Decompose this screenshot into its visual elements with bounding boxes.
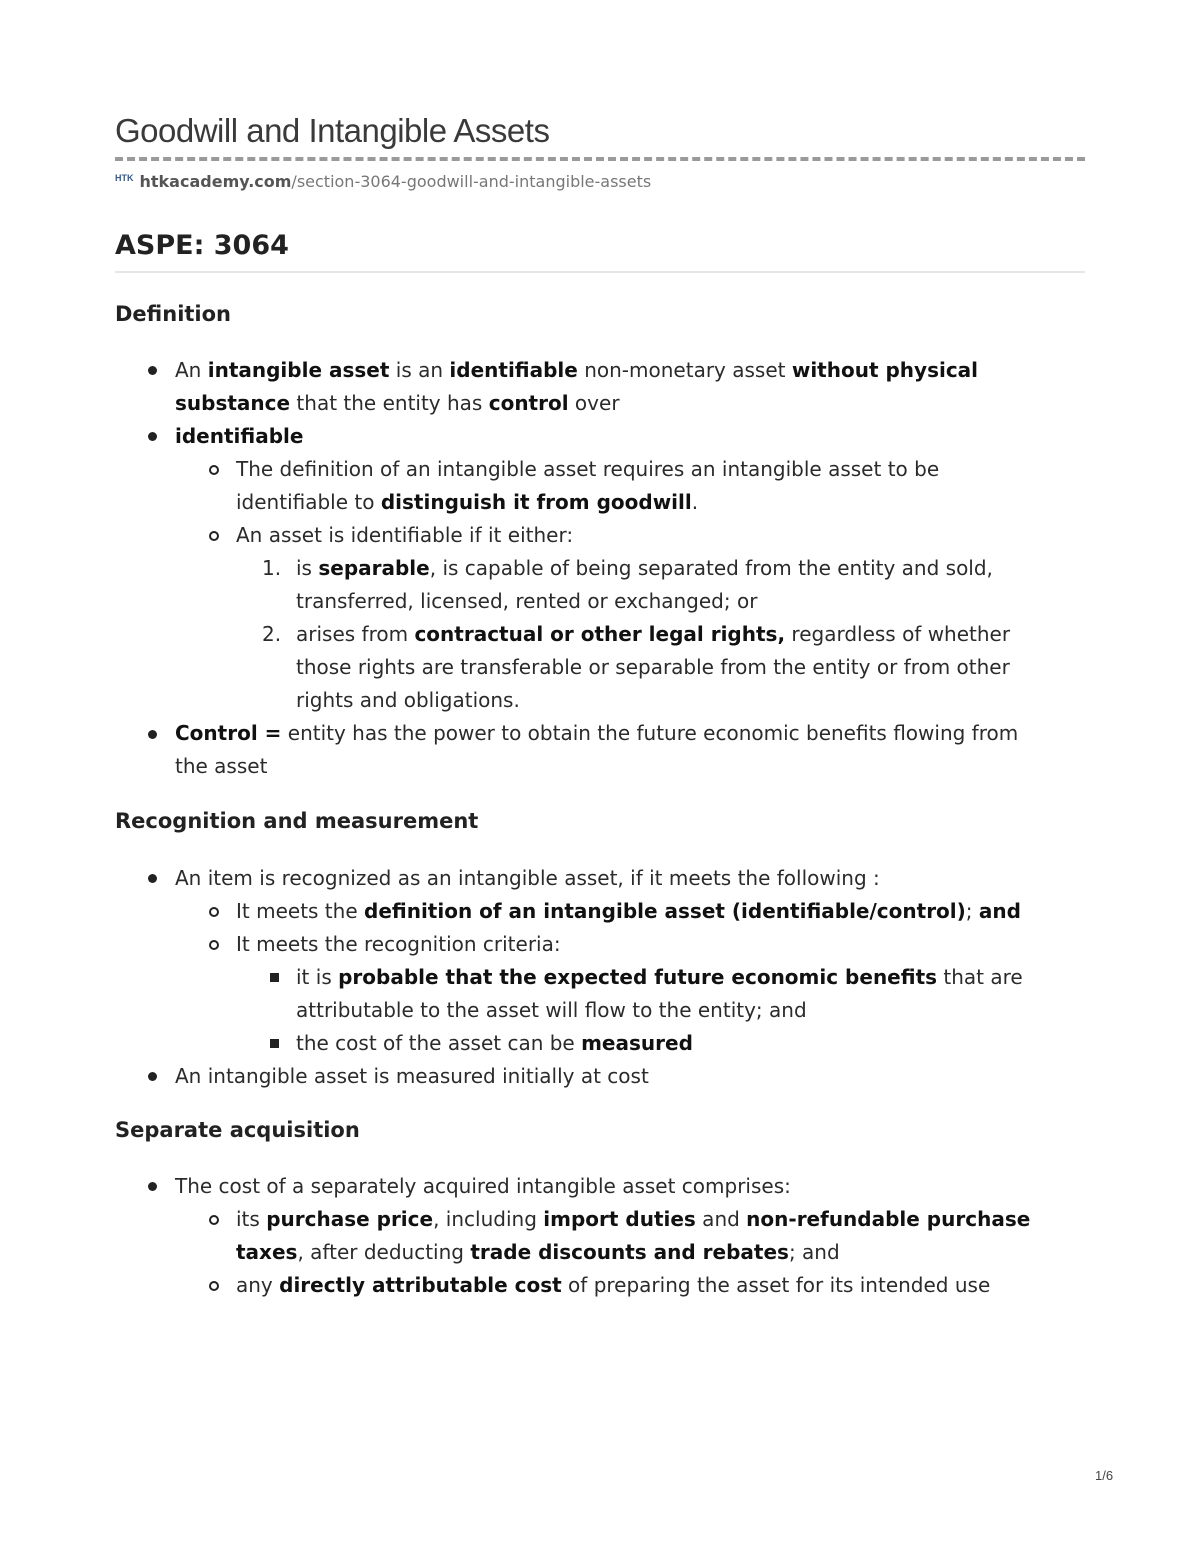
title-divider: [115, 157, 1085, 161]
criteria-measured: the cost of the asset can be measured: [296, 1031, 693, 1055]
bullet-icon: [148, 874, 157, 883]
list-item-control: Control = entity has the power to obtain the future economic benefits flowing from: [175, 721, 1019, 745]
sub-item-purchase-price: its purchase price, including import duties and non-refundable purchase: [236, 1207, 1031, 1231]
page-number: 1/6: [1095, 1468, 1114, 1483]
criteria-probable: it is probable that the expected future economic benefits that are: [296, 965, 1023, 989]
criteria-probable-cont: attributable to the asset will flow to the entity; and: [296, 998, 807, 1022]
circle-bullet-icon: [209, 1281, 219, 1291]
list-item-measured-at-cost: An intangible asset is measured initially at cost: [175, 1064, 649, 1088]
list-item-intangible-asset-cont: substance that the entity has control over: [175, 391, 620, 415]
bullet-icon: [148, 1072, 157, 1081]
section-heading: ASPE: 3064: [115, 230, 1085, 273]
htk-logo-icon: HTK: [115, 173, 134, 183]
square-bullet-icon: [270, 973, 279, 982]
circle-bullet-icon: [209, 531, 219, 541]
source-path[interactable]: /section-3064-goodwill-and-intangible-assets: [291, 172, 652, 191]
circle-bullet-icon: [209, 1215, 219, 1225]
sub-item-meets-definition: It meets the definition of an intangible asset (identifiable/control); and: [236, 899, 1021, 923]
source-domain[interactable]: htkacademy.com: [139, 172, 292, 191]
sub-item-definition: The definition of an intangible asset requires an intangible asset to be: [236, 457, 940, 481]
circle-bullet-icon: [209, 465, 219, 475]
separate-acquisition-heading: Separate acquisition: [115, 1118, 360, 1142]
list-item-recognized: An item is recognized as an intangible asset, if it meets the following :: [175, 866, 880, 890]
list-item-control-cont: the asset: [175, 754, 268, 778]
sub-item-identifiable-if: An asset is identifiable if it either:: [236, 523, 574, 547]
definition-heading: Definition: [115, 302, 232, 326]
bullet-icon: [148, 432, 157, 441]
recognition-heading: Recognition and measurement: [115, 809, 479, 833]
sub-item-definition-cont: identifiable to distinguish it from goodwill.: [236, 490, 699, 514]
numbered-item-legal-rights-end: rights and obligations.: [296, 688, 520, 712]
page-title: Goodwill and Intangible Assets: [115, 112, 550, 149]
sub-item-recognition-criteria: It meets the recognition criteria:: [236, 932, 561, 956]
numbered-item-legal-rights: arises from contractual or other legal rights, regardless of whether: [296, 622, 1011, 646]
bullet-icon: [148, 1182, 157, 1191]
sub-item-attributable-cost: any directly attributable cost of preparing the asset for its intended use: [236, 1273, 991, 1297]
square-bullet-icon: [270, 1039, 279, 1048]
list-number: 1.: [262, 556, 282, 580]
list-number: 2.: [262, 622, 282, 646]
bullet-icon: [148, 366, 157, 375]
circle-bullet-icon: [209, 907, 219, 917]
circle-bullet-icon: [209, 940, 219, 950]
list-item-identifiable: identifiable: [175, 424, 304, 448]
numbered-item-separable-cont: transferred, licensed, rented or exchanged; or: [296, 589, 758, 613]
numbered-item-legal-rights-cont: those rights are transferable or separable from the entity or from other: [296, 655, 1010, 679]
source-url[interactable]: [115, 172, 651, 191]
list-item-intangible-asset: An intangible asset is an identifiable non-monetary asset without physical: [175, 358, 979, 382]
sub-item-purchase-price-cont: taxes, after deducting trade discounts and rebates; and: [236, 1240, 840, 1264]
list-item-cost-comprises: The cost of a separately acquired intangible asset comprises:: [175, 1174, 791, 1198]
numbered-item-separable: is separable, is capable of being separated from the entity and sold,: [296, 556, 993, 580]
bullet-icon: [148, 730, 157, 739]
